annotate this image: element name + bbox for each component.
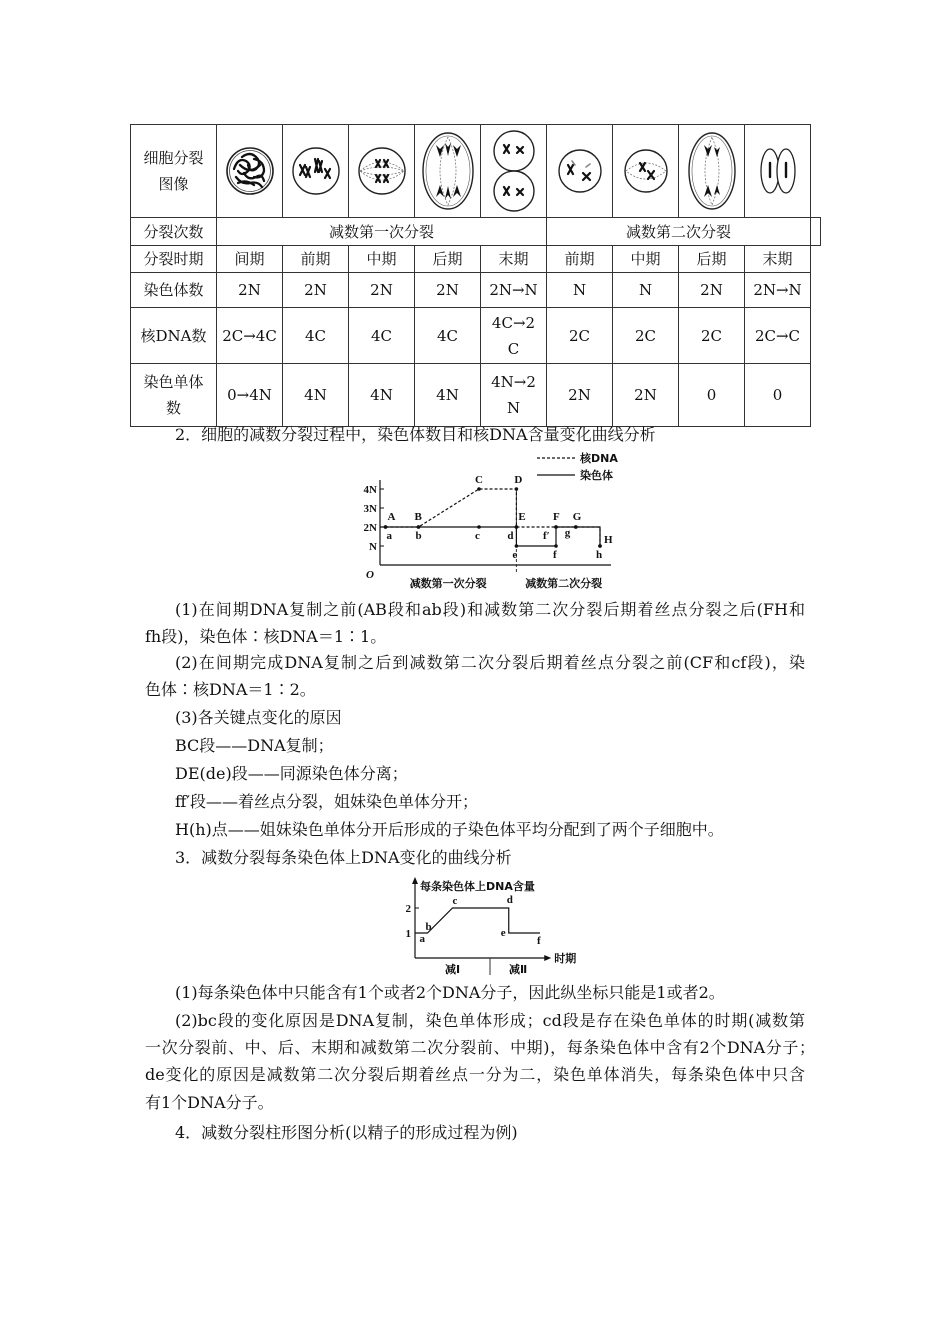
dna-cell: 2C→C xyxy=(745,308,811,364)
data-point xyxy=(477,487,481,491)
stage-image-cell xyxy=(547,125,613,218)
x-section-label: 减数第二次分裂 xyxy=(525,577,603,590)
paragraph-q2-line-2: 一次分裂前、中、后、末期和减数第二次分裂前、中期)，每条染色体中含有2个DNA分子； xyxy=(145,1038,815,1057)
prophase-ii-cell-icon xyxy=(550,127,610,215)
section-heading-4: 4．减数分裂柱形图分析(以精子的形成过程为例) xyxy=(175,1123,518,1142)
key-point-de: DE(de)段——同源染色体分离； xyxy=(175,764,408,783)
stage-image-cell xyxy=(283,125,349,218)
point-label: g xyxy=(564,527,571,539)
data-point xyxy=(574,525,578,529)
chromosome-cell: 2N xyxy=(349,273,415,308)
chromatid-cell: 4N→2 N xyxy=(481,364,547,427)
meiosis-i-header: 减数第一次分裂 xyxy=(217,218,547,246)
point-label: f′ xyxy=(543,530,550,542)
paragraph-1-line-1: (1)在间期DNA复制之前(AB段和ab段)和减数第二次分裂后期着丝点分裂之后(FH和 xyxy=(175,600,805,619)
phase-cell: 末期 xyxy=(481,246,547,273)
data-point xyxy=(598,544,602,548)
point-label: d xyxy=(507,530,514,542)
point-label: a xyxy=(419,933,425,945)
paragraph-q2-line-3: de变化的原因是减数第二次分裂后期着丝点一分为二，染色单体消失，每条染色体中只含 xyxy=(145,1065,805,1084)
point-label: H xyxy=(604,534,613,546)
chromatid-cell: 2N xyxy=(547,364,613,427)
data-point xyxy=(515,525,519,529)
dna-cell: 2C xyxy=(679,308,745,364)
y-tick-label: 2N xyxy=(363,522,377,534)
section-heading-3: 3．减数分裂每条染色体上DNA变化的曲线分析 xyxy=(175,848,512,867)
chromosome-cell: 2N→N xyxy=(481,273,547,308)
point-label: F xyxy=(553,511,560,523)
stage-image-cell xyxy=(217,125,283,218)
dna-cell: 2C→4C xyxy=(217,308,283,364)
phase-cell: 间期 xyxy=(217,246,283,273)
dna-cell: 4C xyxy=(349,308,415,364)
chromatid-cell: 2N xyxy=(613,364,679,427)
division-row-extension xyxy=(810,217,821,246)
anaphase-i-cell-icon xyxy=(418,127,478,215)
x-section-label: 减数第一次分裂 xyxy=(409,577,487,590)
meiosis-stage-table xyxy=(130,124,811,427)
phase-row xyxy=(131,246,811,273)
point-label: a xyxy=(386,530,392,542)
dna-per-chromosome-chart xyxy=(395,872,590,980)
chromosome-cell: 2N xyxy=(283,273,349,308)
series-line xyxy=(415,908,540,933)
phase-cell: 中期 xyxy=(349,246,415,273)
y-tick-label: 2 xyxy=(405,903,411,915)
data-point xyxy=(417,525,421,529)
division-row-label: 分裂次数 xyxy=(131,218,217,246)
paragraph-q2-line-1: (2)bc段的变化原因是DNA复制，染色单体形成；cd段是存在染色单体的时期(减数第 xyxy=(175,1011,805,1030)
dna-cell: 4C xyxy=(415,308,481,364)
y-axis-label: 每条染色体上DNA含量 xyxy=(420,880,535,893)
dna-cell: 2C xyxy=(547,308,613,364)
metaphase-i-cell-icon xyxy=(352,127,412,215)
section-heading-2: 2．细胞的减数分裂过程中，染色体数目和核DNA含量变化曲线分析 xyxy=(175,425,656,444)
chromatid-cell: 0 xyxy=(745,364,811,427)
dna-cell: 4C→2 C xyxy=(481,308,547,364)
meiosis-ii-header: 减数第二次分裂 xyxy=(547,218,811,246)
chromosome-cell: N xyxy=(547,273,613,308)
point-label: c xyxy=(452,895,458,907)
phase-cell: 前期 xyxy=(283,246,349,273)
interphase-cell-icon xyxy=(220,127,280,215)
phase-cell: 末期 xyxy=(745,246,811,273)
legend-label: 染色体 xyxy=(580,469,613,482)
point-label: f xyxy=(553,549,557,561)
chromatid-cell: 4N xyxy=(283,364,349,427)
paragraph-q2-line-4: 有1个DNA分子。 xyxy=(145,1093,274,1112)
dna-chromosome-curve-chart xyxy=(350,448,630,595)
point-label: D xyxy=(514,474,523,486)
chromosome-cell: N xyxy=(613,273,679,308)
telophase-ii-cell-icon xyxy=(748,127,808,215)
point-label: c xyxy=(475,530,480,542)
chromatid-cell: 0→4N xyxy=(217,364,283,427)
point-label: E xyxy=(518,511,526,523)
dna-row-label: 核DNA数 xyxy=(131,308,217,364)
stage-image-cell xyxy=(613,125,679,218)
x-section-label: 减Ⅰ xyxy=(444,963,461,976)
stage-image-cell xyxy=(415,125,481,218)
data-point xyxy=(554,544,558,548)
stage-image-cell xyxy=(679,125,745,218)
point-label: A xyxy=(387,511,396,523)
chromosome-cell: 2N xyxy=(217,273,283,308)
paragraph-q1: (1)每条染色体中只能含有1个或者2个DNA分子，因此纵坐标只能是1或者2。 xyxy=(175,983,725,1002)
x-axis-arrow xyxy=(544,955,551,961)
data-point xyxy=(515,487,519,491)
point-label: G xyxy=(572,511,582,523)
point-label: B xyxy=(414,511,422,523)
chromosome-cell: 2N xyxy=(415,273,481,308)
phase-cell: 前期 xyxy=(547,246,613,273)
y-tick-label: N xyxy=(369,541,377,553)
chromosome-cell: 2N→N xyxy=(745,273,811,308)
dna-cell: 4C xyxy=(283,308,349,364)
point-label: b xyxy=(425,921,432,933)
y-tick-label: 1 xyxy=(405,928,411,940)
chromatid-cell: 4N xyxy=(349,364,415,427)
telophase-i-cell-icon xyxy=(484,127,544,215)
y-axis-arrow xyxy=(412,877,418,884)
chromatid-row xyxy=(131,364,811,427)
chromosome-row-label: 染色体数 xyxy=(131,273,217,308)
chromatid-row-label: 染色单体 数 xyxy=(131,364,217,427)
x-axis-label: 时期 xyxy=(554,952,577,965)
anaphase-ii-cell-icon xyxy=(682,127,742,215)
point-label: h xyxy=(596,549,603,561)
point-label: d xyxy=(506,894,513,906)
chromosome-row xyxy=(131,273,811,308)
chromatid-cell: 4N xyxy=(415,364,481,427)
point-label: b xyxy=(415,530,422,542)
paragraph-1-line-2: fh段)，染色体∶核DNA＝1∶1。 xyxy=(145,627,387,646)
data-point xyxy=(477,525,481,529)
metaphase-ii-cell-icon xyxy=(616,127,676,215)
key-point-ff: ff′段——着丝点分裂，姐妹染色单体分开； xyxy=(175,792,479,811)
origin-label: O xyxy=(366,569,374,581)
paragraph-2-line-1: (2)在间期完成DNA复制之后到减数第二次分裂后期着丝点分裂之前(CF和cf段)，染 xyxy=(175,653,805,672)
point-label: f xyxy=(537,935,541,947)
dna-row xyxy=(131,308,811,364)
image-row xyxy=(131,125,811,218)
y-tick-label: 3N xyxy=(363,503,377,515)
legend-label: 核DNA xyxy=(580,452,618,465)
phase-cell: 后期 xyxy=(679,246,745,273)
point-label: e xyxy=(500,927,506,939)
division-row xyxy=(131,218,811,246)
key-point-bc: BC段——DNA复制； xyxy=(175,736,334,755)
chromatid-cell: 0 xyxy=(679,364,745,427)
phase-cell: 中期 xyxy=(613,246,679,273)
stage-image-cell xyxy=(349,125,415,218)
data-point xyxy=(384,525,388,529)
image-row-label: 细胞分裂 图像 xyxy=(131,125,217,218)
dna-cell: 2C xyxy=(613,308,679,364)
prophase-i-cell-icon xyxy=(286,127,346,215)
key-point-h: H(h)点——姐妹染色单体分开后形成的子染色体平均分配到了两个子细胞中。 xyxy=(175,820,724,839)
point-label: C xyxy=(475,474,483,486)
paragraph-2-line-2: 色体∶核DNA＝1∶2。 xyxy=(145,680,316,699)
x-section-label: 减Ⅱ xyxy=(509,963,528,976)
stage-image-cell xyxy=(481,125,547,218)
y-tick-label: 4N xyxy=(363,484,377,496)
stage-image-cell xyxy=(745,125,811,218)
point-label: e xyxy=(512,549,518,561)
phase-cell: 后期 xyxy=(415,246,481,273)
chromosome-cell: 2N xyxy=(679,273,745,308)
data-point xyxy=(554,525,558,529)
phase-row-label: 分裂时期 xyxy=(131,246,217,273)
data-point xyxy=(515,544,519,548)
paragraph-3: (3)各关键点变化的原因 xyxy=(175,708,342,727)
